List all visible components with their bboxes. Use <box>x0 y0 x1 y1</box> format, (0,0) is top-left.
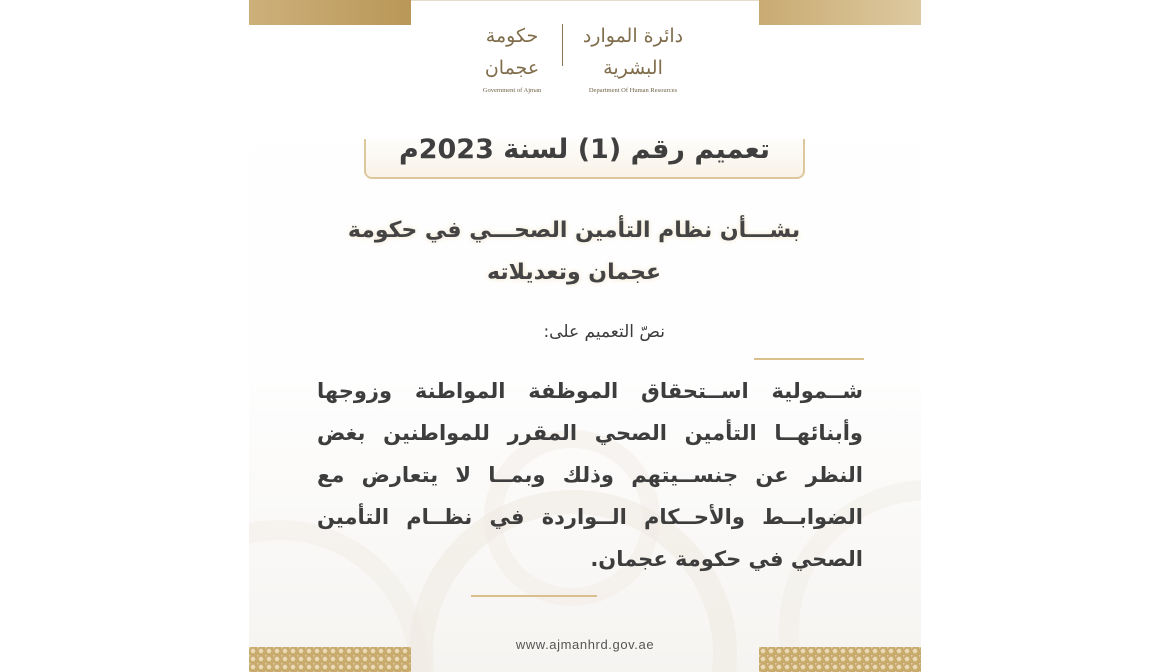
ajman-government-logo <box>465 20 559 94</box>
hr-department-logo <box>567 20 699 94</box>
pattern-bar-bottom-left <box>249 647 411 672</box>
gold-bar-top-left <box>249 0 411 25</box>
end-divider <box>471 595 597 597</box>
intro-label: نصّ التعميم على: <box>543 322 665 342</box>
website-link[interactable]: www.ajmanhrd.gov.ae <box>515 637 655 652</box>
top-border-line <box>411 0 759 1</box>
pattern-bar-bottom-right <box>759 647 921 672</box>
ajman-logo-arabic: حكومة عجمان <box>484 25 540 79</box>
circular-title: تعميم رقم (1) لسنة 2023م <box>398 134 771 165</box>
logo-divider <box>562 24 563 66</box>
gold-bar-top-right <box>759 0 921 25</box>
intro-underline <box>754 358 864 360</box>
circular-card <box>249 0 921 672</box>
hr-logo-arabic: دائرة الموارد البشرية <box>582 25 684 79</box>
hr-logo-english: Department Of Human Resources <box>588 87 678 94</box>
ajman-logo-english: Government of Ajman <box>482 87 542 94</box>
circular-subject: بشـــأن نظام التأمين الصحـــي في حكومة عجمان وتعديلاته <box>347 218 801 285</box>
circular-body: شــمولية اســتحقاق الموظفة المواطنة وزوجها وأبنائهــا التأمين الصحي المقرر للمواطنين بغض النظر عن جنســيتهم وذلك وبمــا لا يتعارض مع الضوابــط والأحــكام الــواردة في نظــام التأمين الصحي في حكومة عجمان. <box>317 379 863 571</box>
